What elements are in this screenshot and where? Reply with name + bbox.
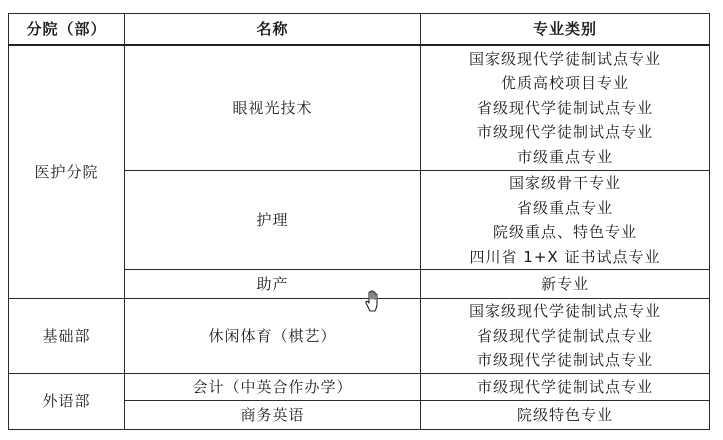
category-item: 国家级骨干专业: [508, 174, 621, 192]
category-item: 国家级现代学徒制试点专业: [468, 49, 661, 68]
category-cell: [421, 270, 710, 299]
major-name-cell: 助产: [125, 270, 421, 299]
category-item: 院级特色专业: [516, 405, 613, 424]
table-row: [9, 374, 710, 401]
dept-cell: 基础部: [9, 299, 125, 374]
hand-pointer-icon: [362, 289, 384, 313]
category-item: 省级现代学徒制试点专业: [476, 98, 653, 117]
header-row: [9, 14, 710, 46]
table-row: [9, 45, 710, 171]
table-row: [9, 299, 710, 374]
dept-cell: 外语部: [9, 374, 125, 430]
category-item: 市级现代学徒制试点专业: [476, 351, 653, 370]
category-cell: [421, 374, 710, 401]
dept-cell: 医护分院: [9, 45, 125, 299]
category-item: 国家级现代学徒制试点专业: [468, 302, 661, 321]
header-category: 专业类别: [421, 14, 710, 46]
category-item: 市级现代学徒制试点专业: [476, 123, 653, 142]
category-cell: [421, 401, 710, 430]
major-name-cell: 眼视光技术: [125, 45, 421, 171]
category-item: 省级现代学徒制试点专业: [476, 326, 653, 345]
major-name-cell: 护理: [125, 171, 421, 270]
category-cell: [421, 171, 710, 270]
category-item: 新专业: [540, 274, 589, 293]
category-item: 市级重点专业: [516, 147, 613, 166]
header-dept: 分院（部）: [9, 14, 125, 46]
majors-table: [8, 13, 710, 430]
category-item: 四川省 1+X 证书试点专业: [469, 247, 661, 266]
header-name: 名称: [125, 14, 421, 46]
major-name-cell: 会计（中英合作办学）: [125, 374, 421, 401]
category-item: 省级重点专业: [516, 198, 613, 217]
major-name-cell: 休闲体育（棋艺）: [125, 299, 421, 374]
category-cell: [421, 299, 710, 374]
category-cell: [421, 45, 710, 171]
category-item: 优质高校项目专业: [500, 74, 629, 93]
major-name-cell: 商务英语: [125, 401, 421, 430]
category-item: 市级现代学徒制试点专业: [476, 377, 653, 396]
category-item: 院级重点、特色专业: [492, 223, 637, 241]
